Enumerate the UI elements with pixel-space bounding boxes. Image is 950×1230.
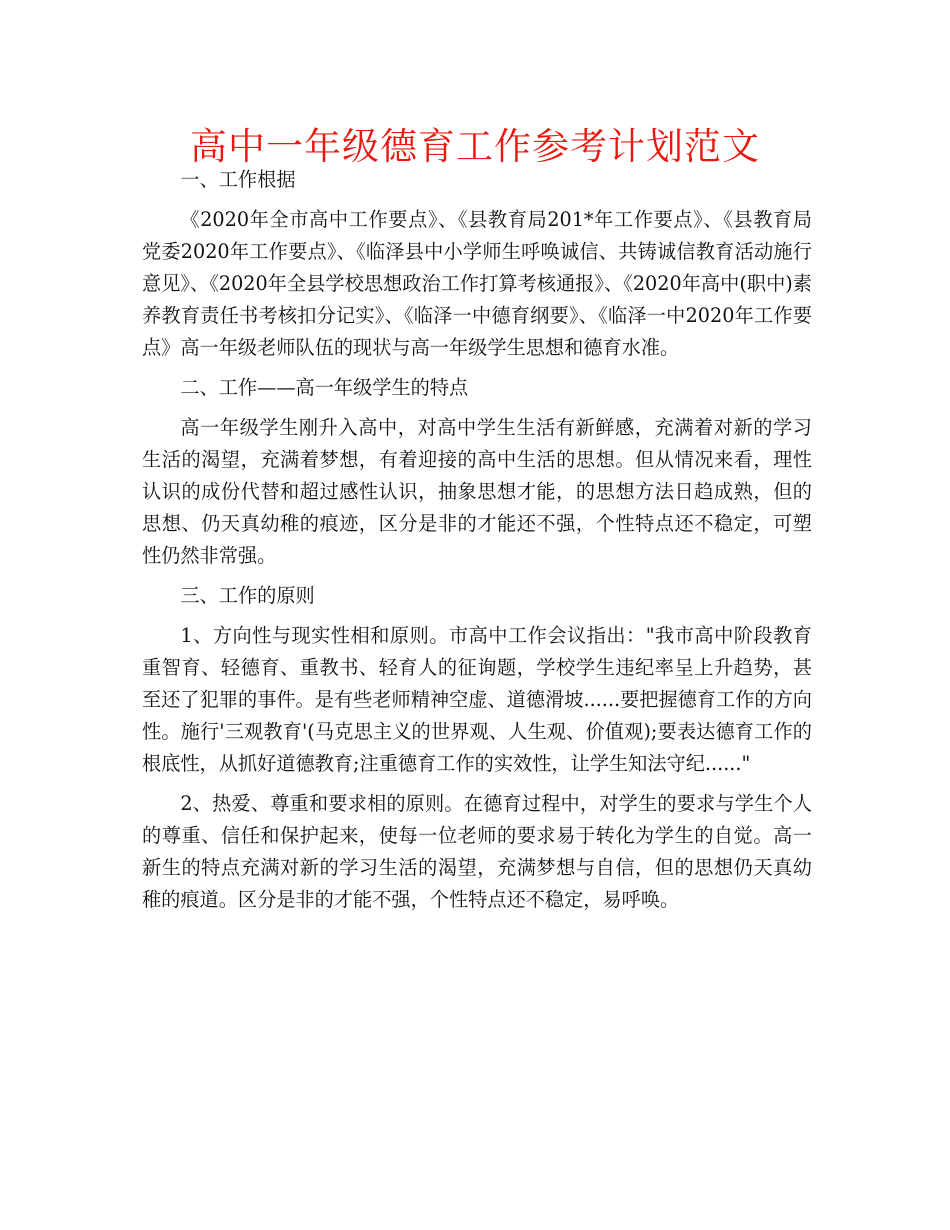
section-heading-principles: 三、工作的原则 — [180, 584, 315, 607]
document-body — [142, 164, 812, 916]
paragraph-characteristics: 高一年级学生刚升入高中，对高中学生生活有新鲜感，充满着对新的学习生活的渴望，充满着梦想，有着迎接的高中生活的思想。但从情况来看，理性认识的成份代替和超过感性认识，抽象思想才能，的思想方法日趋成熟，但的思想、仍天真幼稚的痕迹，区分是非的才能还不强，个性特点还不稳定，可塑性仍然非常强。 — [142, 416, 812, 567]
paragraph-basis: 《2020年全市高中工作要点》、《县教育局201*年工作要点》、《县教育局党委2020年工作要点》、《临泽县中小学师生呼唤诚信、共铸诚信教育活动施行意见》、《2020年全县学校思想政治工作打算考核通报》、《2020年高中(职中)素养教育责任书考核扣分记实》、《临泽一中德育纲要》、《临泽一中2020年工作要点》高一年级老师队伍的现状与高一年级学生思想和德育水准。 — [142, 208, 812, 359]
paragraph-principle-1: 1、方向性与现实性相和原则。市高中工作会议指出："我市高中阶段教育重智育、轻德育、重教书、轻育人的征询题，学校学生违纪率呈上升趋势，甚至还了犯罪的事件。是有些老师精神空虚、道德滑坡......要把握德育工作的方向性。施行'三观教育'(马克思主义的世界观、人生观、价值观);要表达德育工作的根底性，从抓好道德教育;注重德育工作的实效性，让学生知法守纪......" — [142, 624, 812, 775]
paragraph-principle-2: 2、热爱、尊重和要求相的原则。在德育过程中，对学生的要求与学生个人的尊重、信任和保护起来，使每一位老师的要求易于转化为学生的自觉。高一新生的特点充满对新的学习生活的渴望，充满梦想与自信，但的思想仍天真幼稚的痕道。区分是非的才能不强，个性特点还不稳定，易呼唤。 — [142, 792, 812, 911]
document-title: 高中一年级德育工作参考计划范文 — [190, 125, 760, 168]
section-heading-basis: 一、工作根据 — [180, 168, 296, 191]
section-heading-characteristics: 二、工作——高一年级学生的特点 — [180, 376, 469, 399]
